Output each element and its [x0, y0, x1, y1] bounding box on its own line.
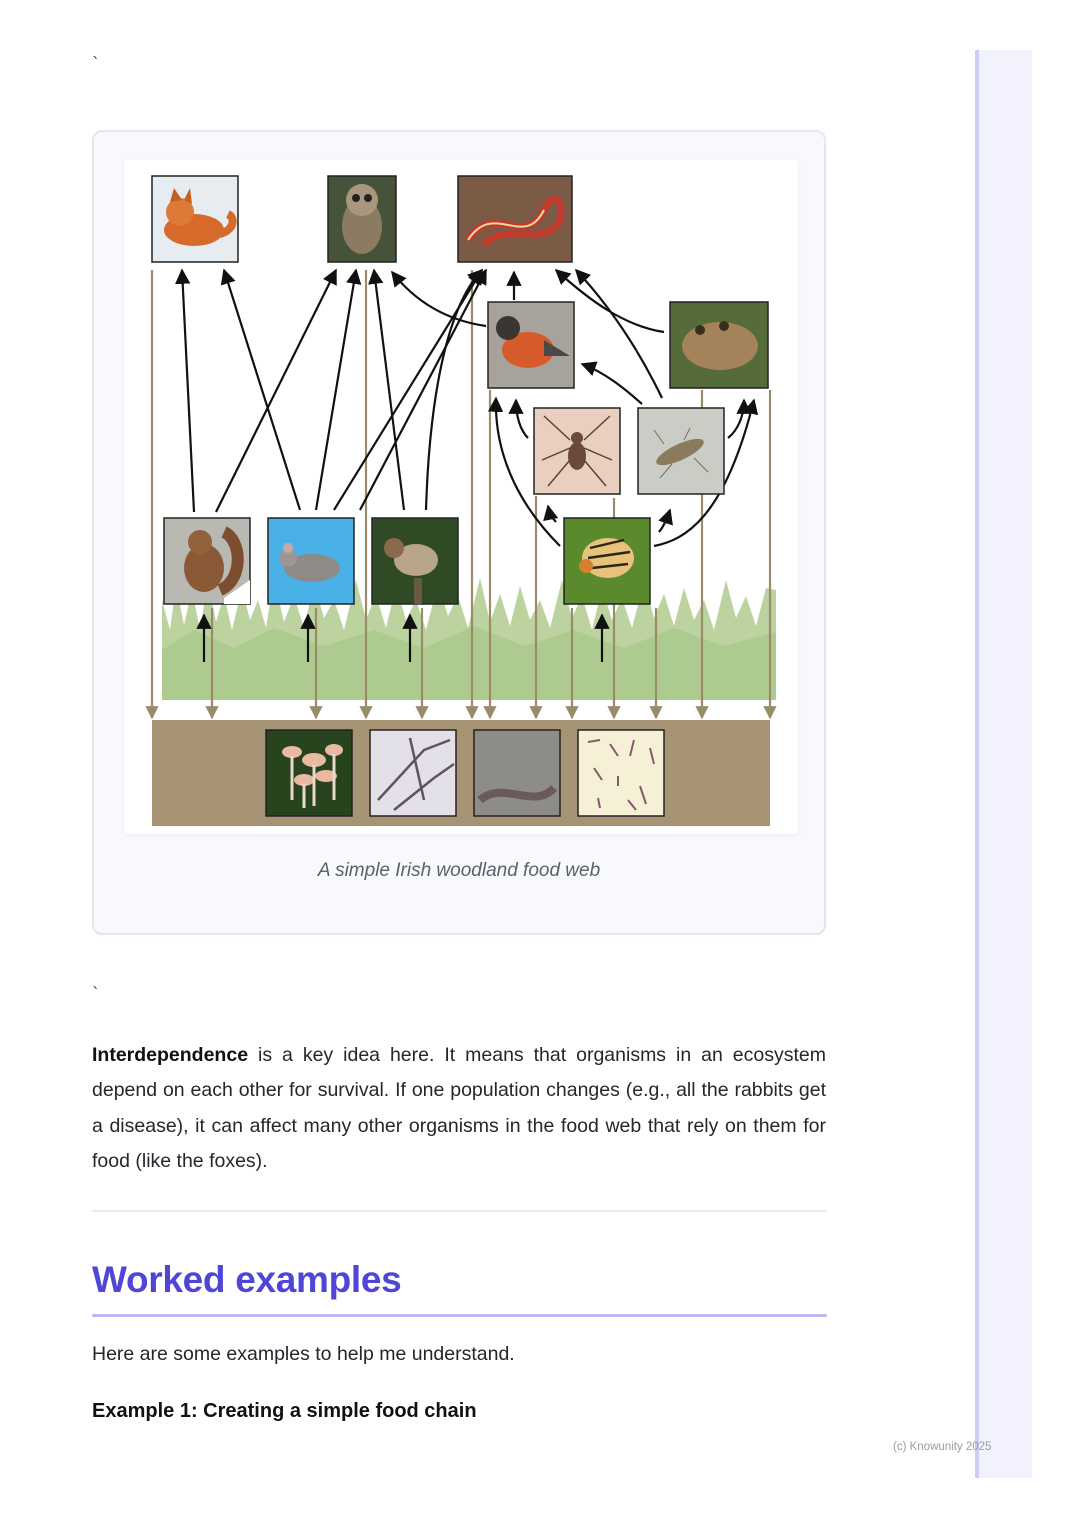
- food-web-svg: [124, 160, 798, 834]
- organism-frog: [670, 302, 768, 388]
- worked-examples-intro: Here are some examples to help me understand.: [92, 1343, 515, 1365]
- organism-mouse: [268, 518, 354, 604]
- soil-band: [152, 720, 770, 826]
- right-margin-sidebar: [975, 50, 1032, 1478]
- organism-fox: [152, 176, 238, 262]
- copyright-notice: (c) Knowunity 2025: [893, 1441, 992, 1453]
- worked-examples-heading: Worked examples: [92, 1259, 402, 1300]
- organism-snake: [458, 176, 572, 262]
- backtick-mark: `: [92, 54, 100, 73]
- organism-bacteria: [578, 730, 664, 816]
- organism-beetle: [564, 518, 650, 604]
- figure-card: [92, 130, 826, 935]
- figure-caption: A simple Irish woodland food web: [317, 860, 601, 881]
- interdependence-paragraph: [92, 1038, 826, 1179]
- interdependence-term: Interdependence: [92, 1044, 249, 1066]
- grass-band: [162, 578, 776, 700]
- organism-spider: [534, 408, 620, 494]
- organism-mushrooms: [266, 730, 352, 816]
- organism-fungal-hyphae: [370, 730, 456, 816]
- organism-robin: [488, 302, 574, 388]
- organism-squirrel: [164, 518, 250, 604]
- organism-sparrow: [372, 518, 458, 604]
- organism-woodlouse: [638, 408, 724, 494]
- food-web-diagram: [124, 160, 798, 834]
- interdependence-text: is a key idea here. It means that organisms in an ecosystem depend on each other for survival. If one population changes (e.g., all the rabbits get a disease), it can affect many other organisms in the food web that rely on them for food (like the foxes).: [92, 1044, 826, 1172]
- heading-underline: [92, 1314, 827, 1317]
- backtick-mark: `: [92, 984, 100, 1003]
- example-1-title: Example 1: Creating a simple food chain: [92, 1400, 477, 1422]
- section-divider: [92, 1210, 827, 1212]
- organism-earthworm: [474, 730, 560, 816]
- organism-owl: [328, 176, 396, 262]
